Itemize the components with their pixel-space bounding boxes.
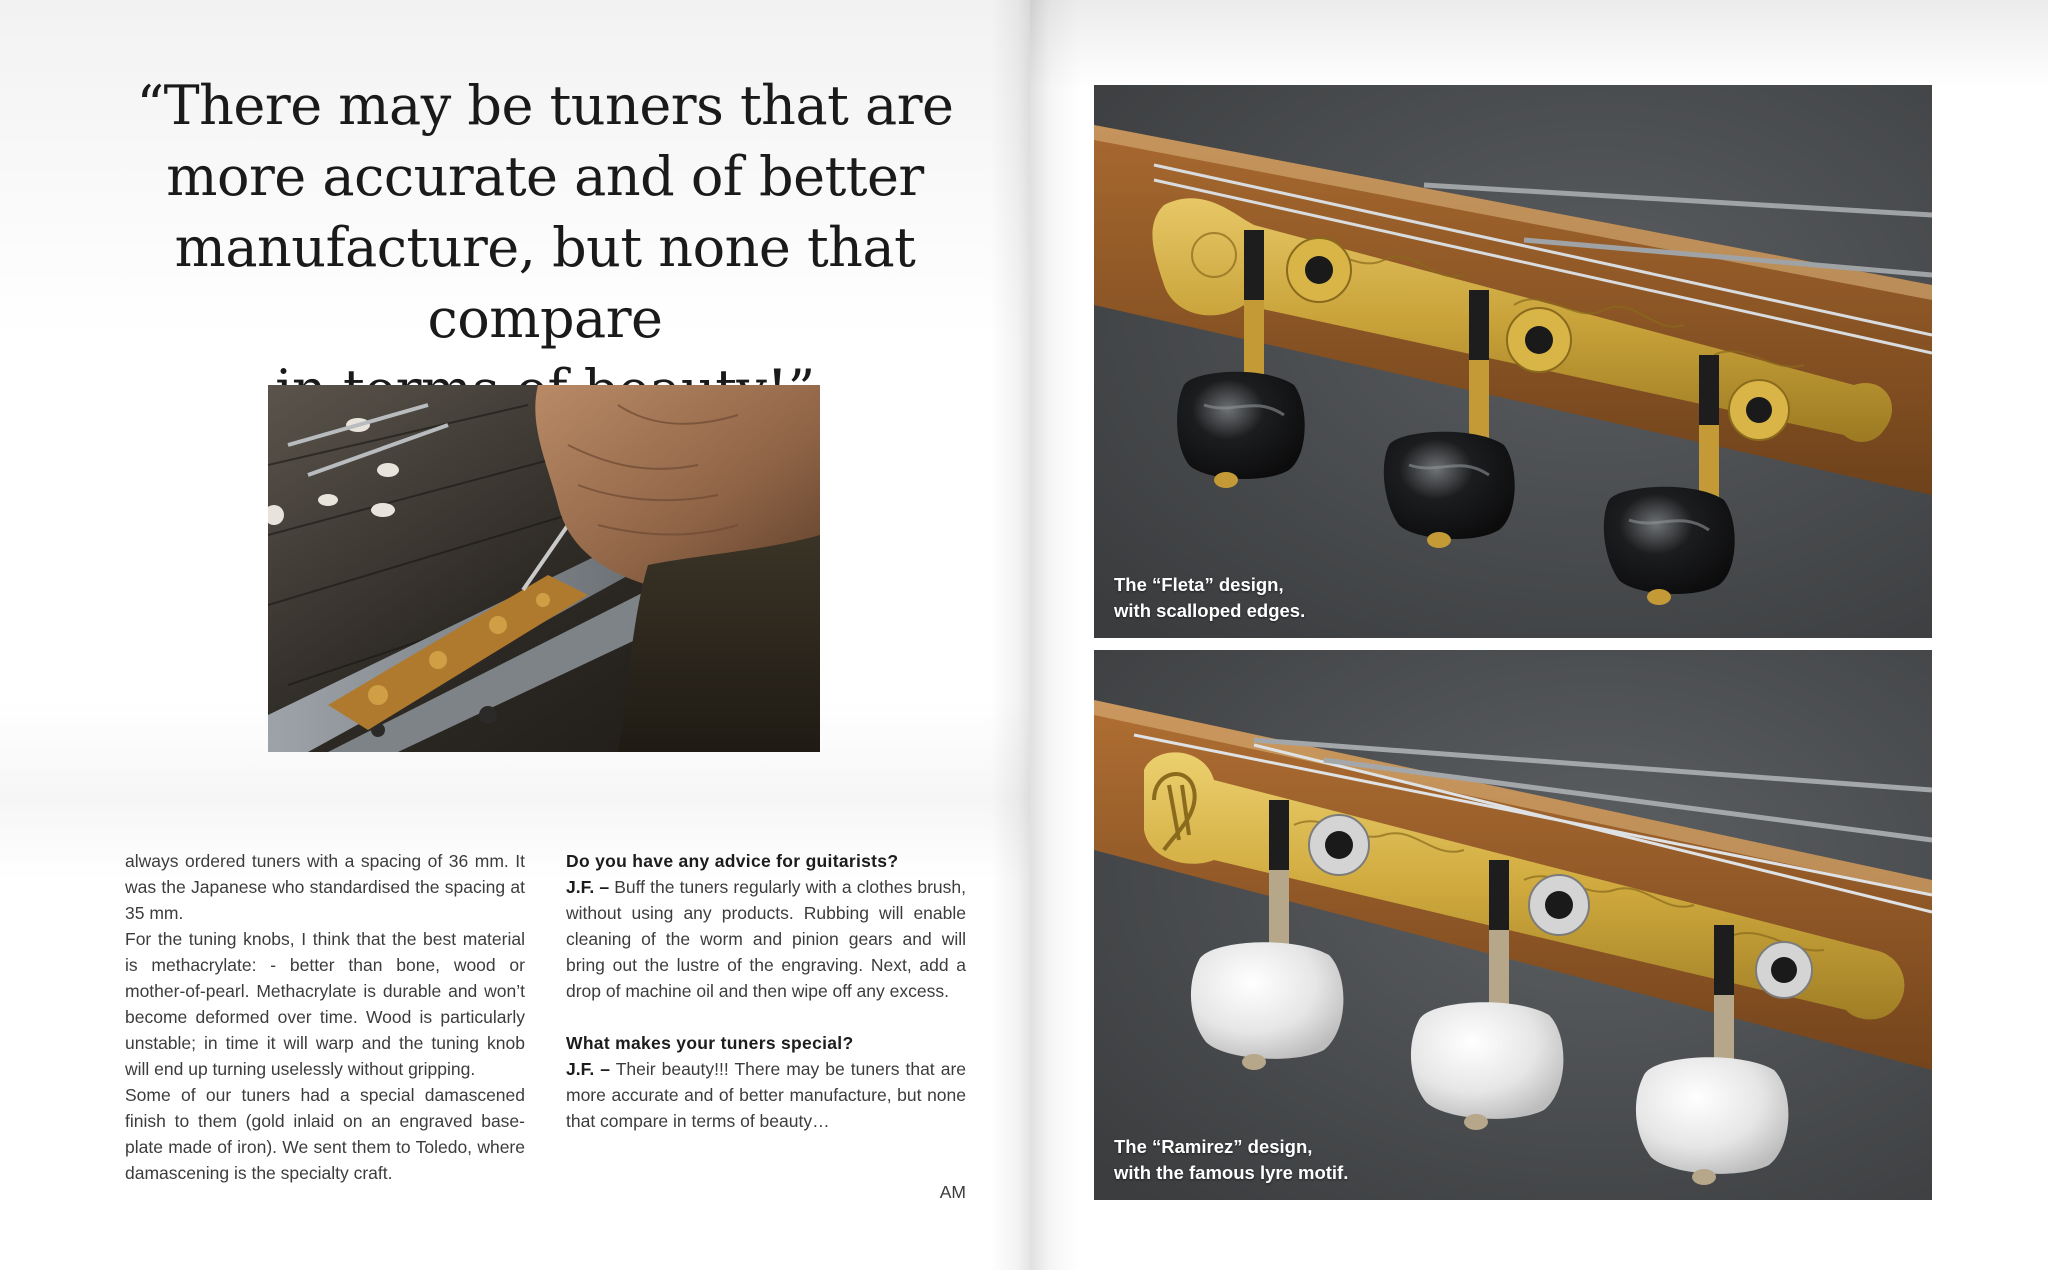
interview-answer-1 <box>566 874 966 1004</box>
answer-1-speaker: J.F. – <box>566 877 610 897</box>
pull-quote-line-3: manufacture, but none that compare <box>174 216 916 350</box>
pull-quote-line-2: more accurate and of better <box>166 145 924 208</box>
craftsman-engraving-photo <box>268 385 820 752</box>
pull-quote <box>100 70 990 425</box>
paragraph-gap <box>566 1004 966 1030</box>
interview-question-1: Do you have any advice for guitarists? <box>566 851 899 871</box>
author-signature: AM <box>939 1182 966 1202</box>
article-column-1 <box>125 848 525 1186</box>
answer-1-text: Buff the tuners regularly with a clothes brush, without using any products. Rubbing will enable cleaning of the worm and pinion gears and will bring out the lustre of the engraving. Next, add a drop of machine oil and then wipe off any excess. <box>566 877 966 1001</box>
answer-2-speaker: J.F. – <box>566 1059 610 1079</box>
fleta-tuner-photo <box>1094 85 1932 638</box>
ramirez-tuner-photo <box>1094 650 1932 1200</box>
column-1-paragraph-3: Some of our tuners had a special damascened finish to them (gold inlaid on an engraved base-plate made of iron). We sent them to Toledo, where damascening is the specialty craft. <box>125 1085 525 1183</box>
craftsman-engraving-illustration <box>268 385 820 752</box>
answer-2-text: Their beauty!!! There may be tuners that are more accurate and of better manufacture, but none that compare in terms of beauty… <box>566 1059 966 1131</box>
interview-answer-2 <box>566 1056 966 1134</box>
fleta-tuner-illustration <box>1094 85 1932 638</box>
article-column-2 <box>566 848 966 1134</box>
fleta-caption-line-2: with scalloped edges. <box>1114 600 1306 621</box>
ramirez-caption-line-2: with the famous lyre motif. <box>1114 1162 1349 1183</box>
ramirez-caption-line-1: The “Ramirez” design, <box>1114 1136 1313 1157</box>
fleta-photo-caption <box>1114 572 1305 624</box>
interview-question-2: What makes your tuners special? <box>566 1033 854 1053</box>
ramirez-tuner-illustration <box>1094 650 1932 1200</box>
column-1-paragraph-1: always ordered tuners with a spacing of 36 mm. It was the Japanese who standardised the spacing at 35 mm. <box>125 851 525 923</box>
fleta-caption-line-1: The “Fleta” design, <box>1114 574 1284 595</box>
column-1-paragraph-2: For the tuning knobs, I think that the best material is methacrylate: - better than bone, wood or mother-of-pearl. Methacrylate is durable and won’t become deformed over time. Wood is particularly unstable; in time it will warp and the tuning knob will end up turning uselessly without gripping. <box>125 929 525 1079</box>
right-gutter-shadow <box>1030 0 1080 1270</box>
left-gutter-shadow <box>990 0 1030 1270</box>
ramirez-photo-caption <box>1114 1134 1348 1186</box>
pull-quote-line-1: “There may be tuners that are <box>136 74 954 137</box>
